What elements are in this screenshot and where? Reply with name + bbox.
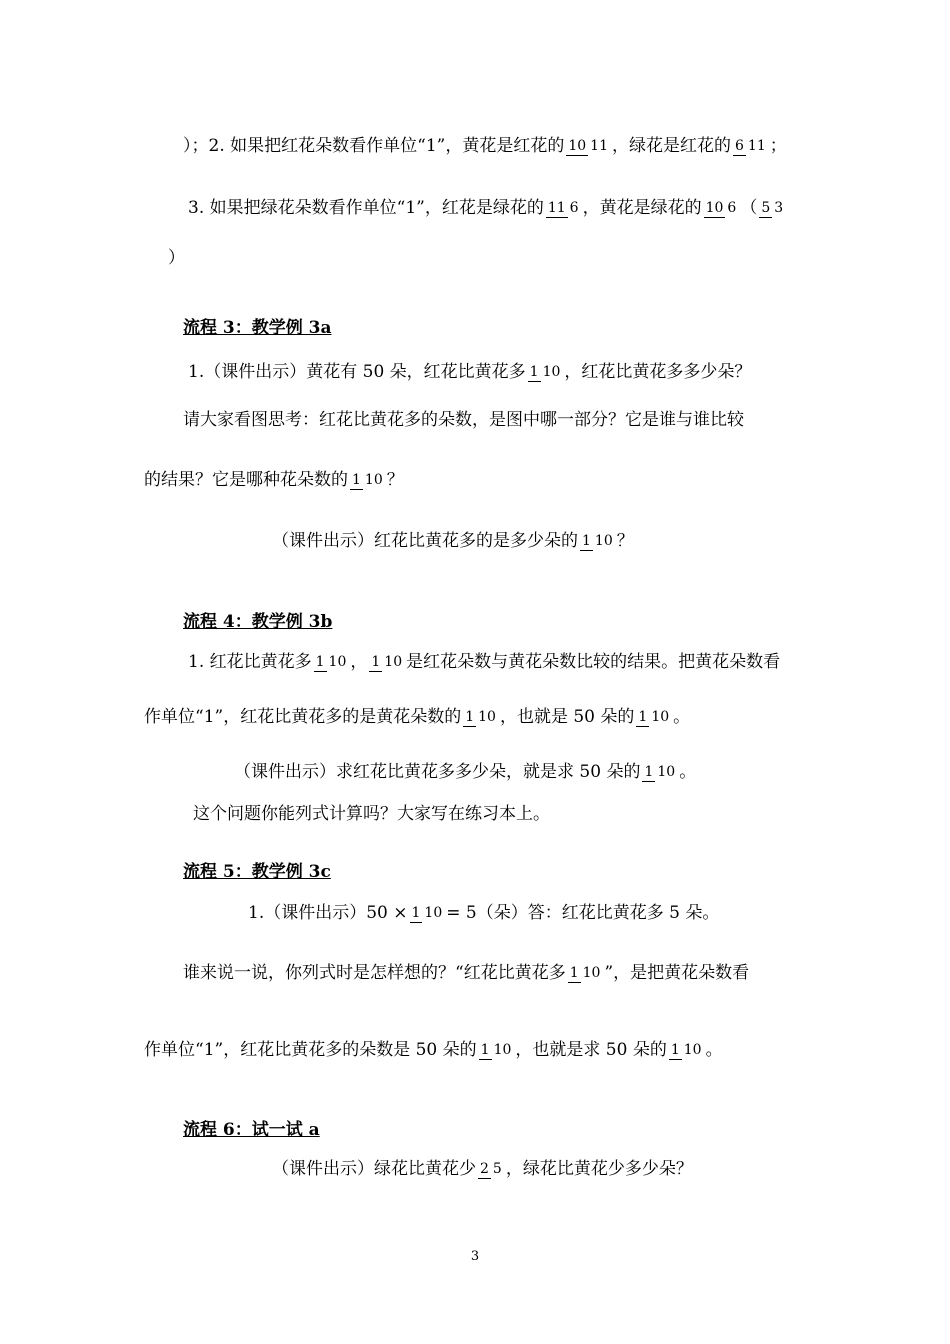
fraction [369, 655, 404, 670]
fraction-denominator: 10 [493, 1041, 512, 1058]
text-segment: 作单位“1”，红花比黄花多的是黄花朵数的 [144, 707, 462, 727]
text-segment: 这个问题你能列式计算吗？大家写在练习本上。 [193, 804, 550, 824]
fraction [669, 1043, 704, 1058]
text-segment: ）；2. 如果把红花朵数看作单位“1”，黄花是红花的 [183, 136, 565, 156]
fraction-denominator: 11 [747, 137, 766, 154]
text-segment: ，也就是求 50 朵的 [515, 1040, 667, 1060]
fraction-numerator: 1 [569, 964, 579, 981]
fraction [642, 765, 677, 780]
text-line [234, 762, 696, 782]
section-heading [183, 1120, 320, 1140]
text-segment: ？ [386, 470, 404, 490]
fraction-denominator: 10 [683, 1041, 702, 1058]
text-line [183, 136, 787, 156]
fraction [463, 710, 498, 725]
fraction-numerator: 1 [670, 1041, 680, 1058]
heading-text: 流程 4：教学例 3b [183, 612, 333, 632]
text-segment: 1. 红花比黄花多 [188, 652, 312, 672]
text-segment: 1.（课件出示）50 × [248, 903, 408, 923]
page-number: 3 [470, 1249, 480, 1264]
heading-text: 流程 6：试一试 a [183, 1120, 320, 1140]
fraction-denominator: 11 [590, 137, 608, 154]
fraction-denominator: 10 [582, 964, 601, 981]
text-segment: 谁来说一说，你列式时是怎样想的？“红花比黄花多 [183, 963, 566, 983]
fraction [733, 139, 768, 154]
text-segment: （ [740, 198, 758, 218]
fraction-numerator: 1 [465, 708, 475, 725]
fraction-numerator: 11 [547, 199, 566, 216]
text-line [144, 470, 404, 490]
text-line [183, 963, 749, 983]
fraction [568, 966, 603, 981]
fraction [528, 365, 563, 380]
fraction [410, 906, 445, 921]
text-line [188, 362, 751, 382]
text-segment: 。 [679, 762, 697, 782]
fraction-denominator: 10 [364, 471, 383, 488]
fraction-numerator: 10 [568, 137, 587, 154]
section-heading [183, 862, 331, 882]
text-line [272, 531, 634, 551]
fraction-denominator: 5 [492, 1160, 502, 1177]
fraction-numerator: 1 [352, 471, 361, 488]
text-line [188, 652, 780, 672]
fraction [314, 655, 349, 670]
text-segment: （课件出示）红花比黄花多的是多少朵的 [272, 531, 578, 551]
text-segment: （课件出示）绿花比黄花少 [272, 1159, 476, 1179]
heading-text: 流程 5：教学例 3c [183, 862, 331, 882]
fraction-numerator: 6 [734, 137, 744, 154]
fraction-numerator: 1 [529, 363, 539, 380]
text-segment: ，红花比黄花多多少朵？ [564, 362, 752, 382]
heading-text: 流程 3：教学例 3a [183, 318, 332, 338]
fraction-denominator: 3 [774, 199, 784, 216]
text-line [183, 410, 744, 430]
text-segment: 作单位“1”，红花比黄花多的朵数是 50 朵的 [144, 1040, 477, 1060]
fraction-denominator: 10 [478, 708, 496, 725]
fraction-numerator: 1 [371, 653, 381, 670]
section-heading [183, 612, 332, 632]
fraction-denominator: 10 [542, 363, 561, 380]
fraction-numerator: 1 [644, 763, 654, 780]
fraction-denominator: 10 [657, 763, 676, 780]
fraction [636, 710, 671, 725]
fraction-numerator: 1 [582, 532, 591, 549]
fraction-denominator: 6 [569, 199, 579, 216]
text-line [168, 248, 185, 268]
text-segment: ？ [616, 531, 634, 551]
text-segment: （课件出示）求红花比黄花多多少朵，就是求 50 朵的 [234, 762, 641, 782]
section-heading [183, 318, 332, 338]
fraction-numerator: 10 [705, 199, 724, 216]
text-segment: ，黄花是绿花的 [582, 198, 702, 218]
text-segment: ） [168, 248, 185, 268]
fraction-numerator: 1 [480, 1041, 490, 1058]
text-segment: ， [350, 652, 368, 672]
text-line [193, 804, 550, 824]
fraction [546, 201, 581, 216]
text-segment: = 5（朵）答：红花比黄花多 5 朵。 [446, 903, 720, 923]
text-line [248, 903, 719, 923]
text-segment: 是红花朵数与黄花朵数比较的结果。把黄花朵数看 [406, 652, 781, 672]
text-segment: ，也就是 50 朵的 [499, 707, 635, 727]
fraction-numerator: 1 [315, 653, 325, 670]
fraction [350, 473, 385, 488]
text-line [272, 1159, 693, 1179]
fraction [479, 1043, 514, 1058]
fraction-denominator: 6 [727, 199, 737, 216]
text-segment: 1.（课件出示）黄花有 50 朵，红花比黄花多 [188, 362, 526, 382]
fraction [478, 1162, 504, 1177]
text-segment: 的结果？它是哪种花朵数的 [144, 470, 348, 490]
fraction [759, 201, 785, 216]
fraction-numerator: 1 [638, 708, 648, 725]
text-segment: 。 [673, 707, 691, 727]
text-line [144, 707, 690, 727]
text-segment: ，绿花比黄花少多少朵？ [505, 1159, 693, 1179]
fraction-denominator: 10 [594, 532, 613, 549]
fraction-denominator: 10 [384, 653, 403, 670]
fraction-denominator: 10 [651, 708, 670, 725]
fraction-numerator: 2 [480, 1160, 489, 1177]
text-segment: ”，是把黄花朵数看 [604, 963, 750, 983]
text-segment: 请大家看图思考：红花比黄花多的朵数，是图中哪一部分？它是谁与谁比较 [183, 410, 744, 430]
text-segment: ； [769, 136, 787, 156]
fraction-denominator: 10 [424, 904, 443, 921]
fraction-numerator: 1 [411, 904, 421, 921]
text-segment: 。 [705, 1040, 723, 1060]
text-line [188, 198, 787, 218]
fraction-denominator: 10 [328, 653, 347, 670]
text-segment: 3. 如果把绿花朵数看作单位“1”，红花是绿花的 [188, 198, 544, 218]
fraction [704, 201, 739, 216]
text-segment: ，绿花是红花的 [611, 136, 731, 156]
text-line [144, 1040, 723, 1060]
fraction [580, 534, 615, 549]
fraction [566, 139, 610, 154]
fraction-numerator: 5 [761, 199, 771, 216]
